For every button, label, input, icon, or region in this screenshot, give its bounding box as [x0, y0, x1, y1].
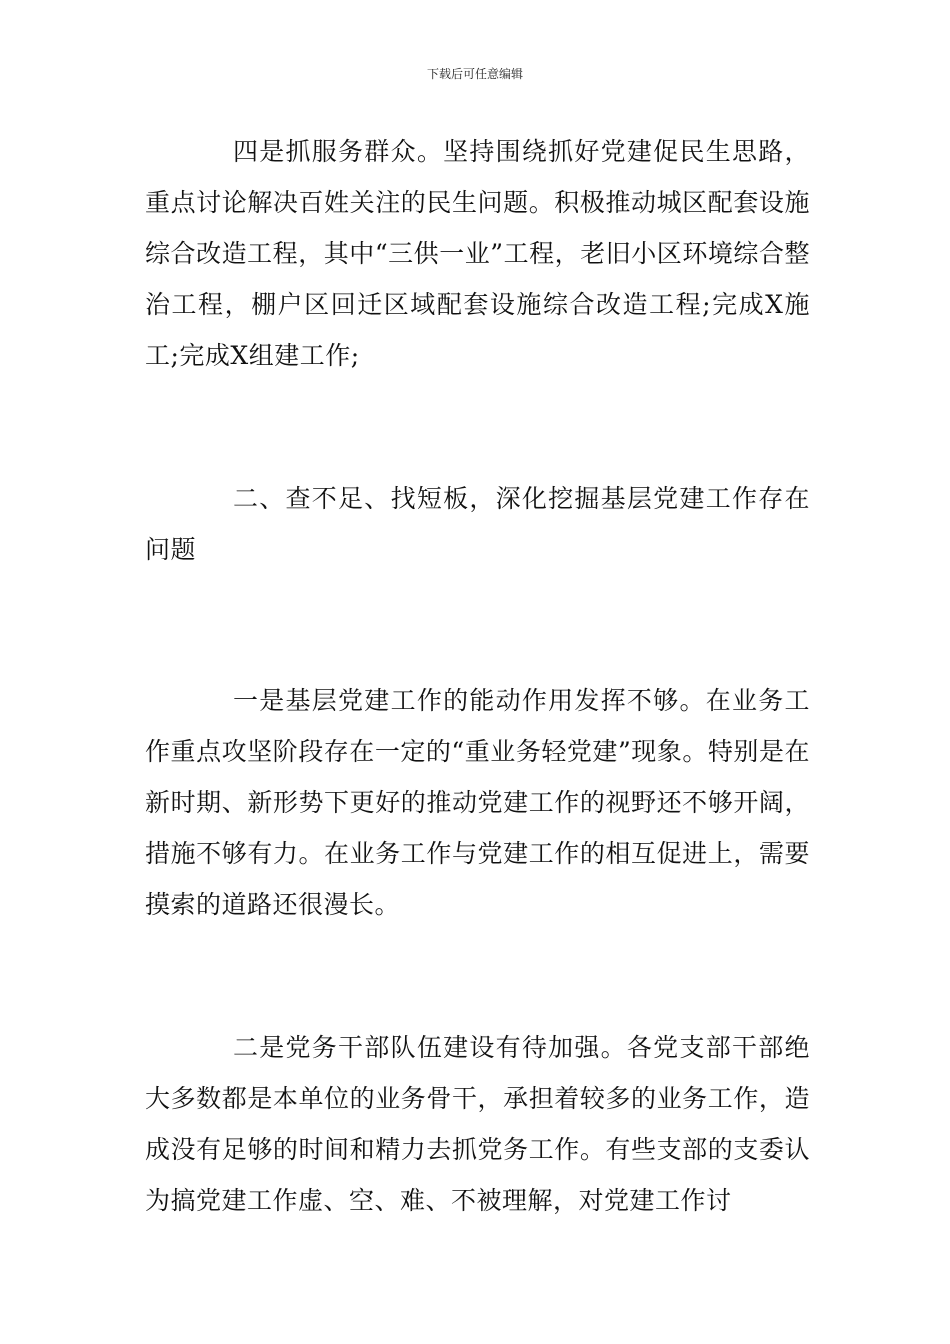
- paragraph-problem-two: 二是党务干部队伍建设有待加强。各党支部干部绝大多数都是本单位的业务骨干，承担着较多的业务工作，造成没有足够的时间和精力去抓党务工作。有些支部的支委认为搞党建工作虚、空、难、不被理解，对党建工作讨: [145, 1033, 810, 1215]
- paragraph-problem-one: 一是基层党建工作的能动作用发挥不够。在业务工作重点攻坚阶段存在一定的“重业务轻党建”现象。特别是在新时期、新形势下更好的推动党建工作的视野还不够开阔，措施不够有力。在业务工作与党建工作的相互促进上，需要摸索的道路还很漫长。: [145, 686, 810, 919]
- section-heading-problems: 二、查不足、找短板，深化挖掘基层党建工作存在问题: [145, 484, 810, 564]
- page-header-note: 下载后可任意编辑: [426, 67, 523, 81]
- paragraph-serve-masses: 四是抓服务群众。坚持围绕抓好党建促民生思路，重点讨论解决百姓关注的民生问题。积极推动城区配套设施综合改造工程，其中“三供一业”工程，老旧小区环境综合整治工程，棚户区回迁区域配套设施综合改造工程;完成X施工;完成X组建工作;: [145, 137, 810, 370]
